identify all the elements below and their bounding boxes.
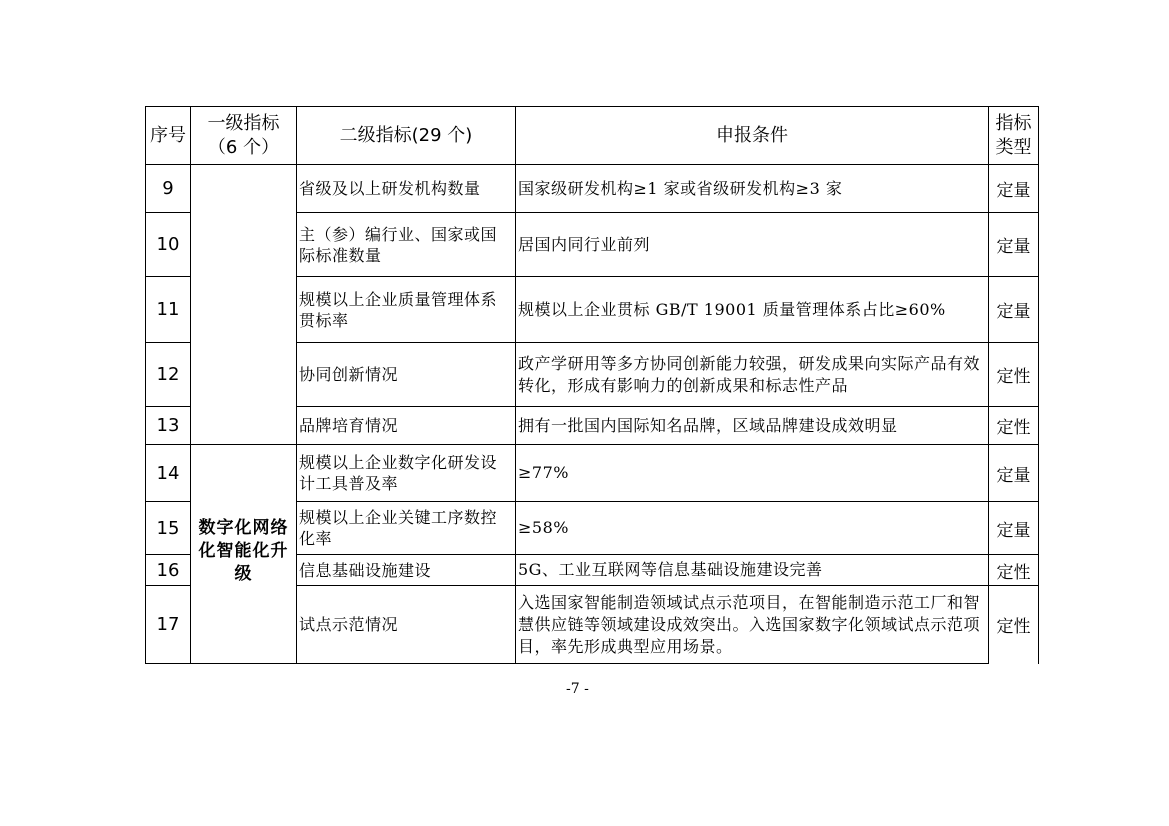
row-type: 定性 [989, 343, 1039, 407]
row-level2: 规模以上企业数字化研发设计工具普及率 [297, 445, 516, 502]
row-condition: 国家级研发机构≥1 家或省级研发机构≥3 家 [516, 165, 989, 213]
header-type [989, 107, 1039, 165]
row-level2: 品牌培育情况 [297, 407, 516, 445]
row-condition: 居国内同行业前列 [516, 213, 989, 277]
row-level2: 规模以上企业关键工序数控化率 [297, 502, 516, 555]
row-seq: 9 [146, 165, 191, 213]
row-level2: 规模以上企业质量管理体系贯标率 [297, 277, 516, 343]
row-level2: 省级及以上研发机构数量 [297, 165, 516, 213]
row-seq: 17 [146, 586, 191, 664]
row-level2: 信息基础设施建设 [297, 555, 516, 586]
header-level1 [191, 107, 297, 165]
row-level2: 试点示范情况 [297, 586, 516, 664]
page-number: -7 - [566, 681, 589, 697]
table-row [146, 445, 1039, 502]
table-header-row [146, 107, 1039, 165]
row-type: 定量 [989, 502, 1039, 555]
row-type: 定量 [989, 445, 1039, 502]
row-seq: 15 [146, 502, 191, 555]
row-type: 定性 [989, 555, 1039, 586]
row-condition: ≥77% [516, 445, 989, 502]
row-seq: 10 [146, 213, 191, 277]
row-level2: 协同创新情况 [297, 343, 516, 407]
row-seq: 16 [146, 555, 191, 586]
row-type: 定性 [989, 586, 1039, 664]
header-condition: 申报条件 [516, 107, 989, 165]
row-seq: 12 [146, 343, 191, 407]
table-row [146, 586, 1039, 664]
header-level2: 二级指标(29 个) [297, 107, 516, 165]
row-condition: 政产学研用等多方协同创新能力较强，研发成果向实际产品有效转化，形成有影响力的创新成果和标志性产品 [516, 343, 989, 407]
row-type: 定量 [989, 277, 1039, 343]
row-condition: 拥有一批国内国际知名品牌，区域品牌建设成效明显 [516, 407, 989, 445]
level1-cell-empty [191, 165, 297, 445]
header-level1-line2: （6 个） [207, 136, 280, 158]
header-seq: 序号 [146, 107, 191, 165]
row-type: 定量 [989, 213, 1039, 277]
header-level1-line1: 一级指标 [207, 112, 280, 134]
header-type-line1: 指标 [995, 112, 1032, 134]
row-condition: ≥58% [516, 502, 989, 555]
row-level2: 主（参）编行业、国家或国际标准数量 [297, 213, 516, 277]
indicator-table [145, 106, 1039, 664]
row-type: 定性 [989, 407, 1039, 445]
row-condition: 入选国家智能制造领域试点示范项目，在智能制造示范工厂和智慧供应链等领域建设成效突出。入选国家数字化领域试点示范项目，率先形成典型应用场景。 [516, 586, 989, 664]
row-condition: 规模以上企业贯标 GB/T 19001 质量管理体系占比≥60% [516, 277, 989, 343]
level1-indicator: 数字化网络化智能化升级 [191, 445, 297, 586]
row-seq: 11 [146, 277, 191, 343]
level1-cell-continued [191, 586, 297, 664]
row-seq: 13 [146, 407, 191, 445]
row-seq: 14 [146, 445, 191, 502]
row-type: 定量 [989, 165, 1039, 213]
row-condition: 5G、工业互联网等信息基础设施建设完善 [516, 555, 989, 586]
header-type-line2: 类型 [995, 136, 1032, 158]
table-row [146, 165, 1039, 213]
